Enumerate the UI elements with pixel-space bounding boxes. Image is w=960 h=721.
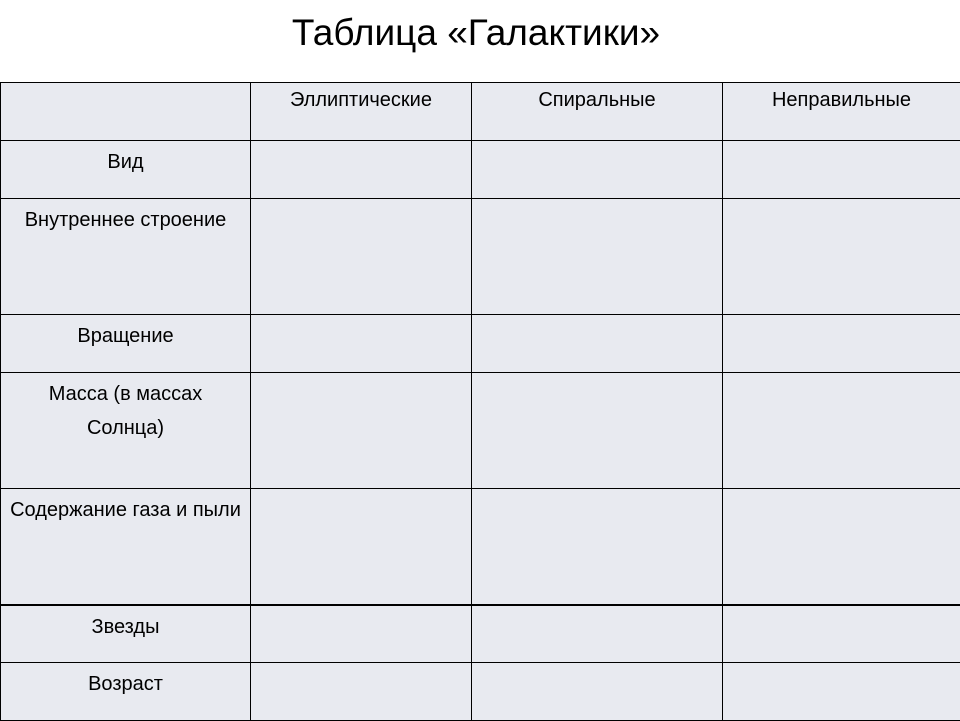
row-label-view: Вид (1, 141, 251, 199)
table-row (1, 663, 960, 721)
row-label-mass: Масса (в массах Солнца) (1, 373, 251, 489)
row-label-age: Возраст (1, 663, 251, 721)
table-cell[interactable] (723, 373, 960, 489)
table-cell[interactable] (472, 199, 723, 315)
column-header-irregular: Неправильные (723, 83, 960, 141)
table-cell[interactable] (723, 663, 960, 721)
table-cell[interactable] (472, 141, 723, 199)
table-cell[interactable] (251, 141, 472, 199)
table-row (1, 199, 960, 315)
table-cell[interactable] (723, 489, 960, 605)
table-cell[interactable] (723, 315, 960, 373)
table-cell[interactable] (472, 489, 723, 605)
row-label-internal-structure: Внутреннее строение (1, 199, 251, 315)
table-cell[interactable] (251, 373, 472, 489)
table-cell[interactable] (472, 663, 723, 721)
table-cell[interactable] (251, 199, 472, 315)
table-header-row (1, 83, 960, 141)
table-cell[interactable] (723, 141, 960, 199)
table-cell[interactable] (251, 489, 472, 605)
column-header-spiral: Спиральные (472, 83, 723, 141)
table-cell[interactable] (251, 663, 472, 721)
table-cell[interactable] (723, 605, 960, 663)
table-cell[interactable] (723, 199, 960, 315)
table-row (1, 605, 960, 663)
corner-cell[interactable] (1, 83, 251, 141)
table-row (1, 141, 960, 199)
row-label-stars: Звезды (1, 605, 251, 663)
table-cell[interactable] (472, 315, 723, 373)
table-row (1, 373, 960, 489)
column-header-elliptical: Эллиптические (251, 83, 472, 141)
table-row (1, 489, 960, 605)
table-cell[interactable] (251, 315, 472, 373)
table-cell[interactable] (472, 373, 723, 489)
table-cell[interactable] (472, 605, 723, 663)
row-label-gas-dust: Содержание газа и пыли (1, 489, 251, 605)
row-label-rotation: Вращение (1, 315, 251, 373)
table-row (1, 315, 960, 373)
table-cell[interactable] (251, 605, 472, 663)
galaxy-table (0, 82, 960, 721)
page-title: Таблица «Галактики» (0, 10, 952, 56)
